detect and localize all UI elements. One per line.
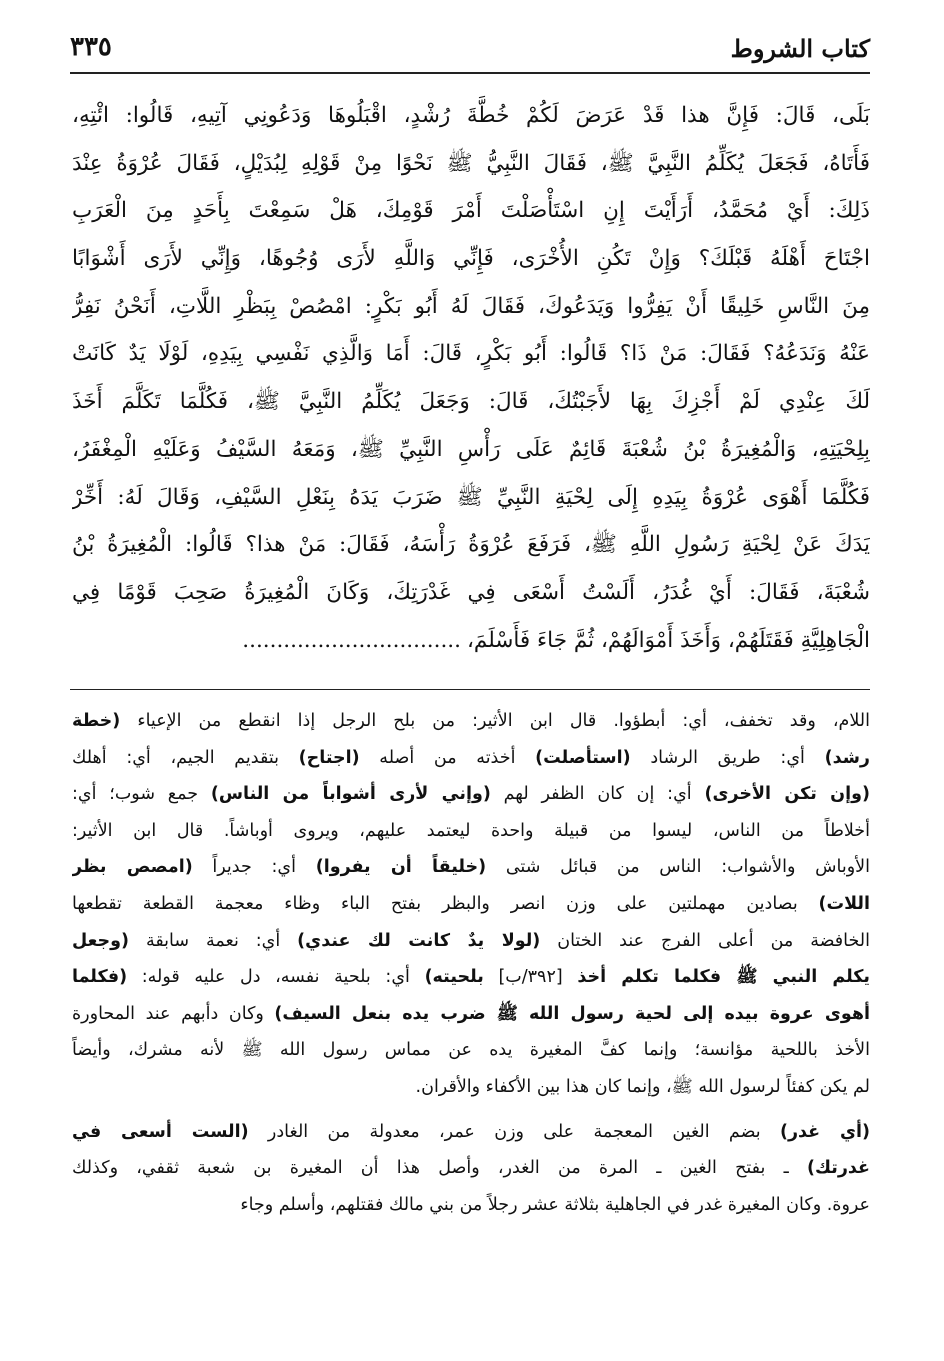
commentary-text: أي: بلحية نفسه، دل عليه قوله: <box>127 967 425 988</box>
quoted-phrase: أهوى عروة بيده إلى لحية رسول الله ﷺ ضرب يده بنعل السيف) <box>274 1003 870 1024</box>
commentary-text: أي: إن كان الظفر لهم <box>490 784 705 805</box>
commentary-text: أخذته من أصله <box>359 747 536 768</box>
commentary-text: أي: نعمة سابقة <box>129 930 298 951</box>
chapter-title: كتاب الشروط <box>730 34 870 63</box>
text-line-content: لَكَ عِنْدِي لَمْ أَجْزِكَ بِهَا لأَجَبْتُكَ، قَالَ: وَجَعَلَ يُكَلِّمُ النَّبِيَّ ﷺ، فَكُلَّمَا تَكَلَّمَ أَخَذَ <box>72 389 870 415</box>
page-header <box>70 28 870 68</box>
commentary-text: لم يكن كفئاً لرسول الله ﷺ، وإنما كان هذا بين الأكفاء والأقران. <box>415 1076 870 1097</box>
text-line-content: الْجَاهِلِيَّةِ فَقَتَلَهُمْ، وَأَخَذَ أَمْوَالَهُمْ، ثُمَّ جَاءَ فَأَسْلَمَ، <box>466 627 870 653</box>
commentary-text: الأخذ باللحية مؤانسة؛ وإنما كفَّ المغيرة يده عن مماس رسول الله ﷺ لأنه مشرك، وأيضاً <box>72 1040 870 1061</box>
text-line-content: فَكُلَّمَا أَهْوَى عُرْوَةُ بِيَدِهِ إِلَى لِحْيَةِ النَّبِيِّ ﷺ ضَرَبَ يَدَهُ بِنَعْلِ السَّيْفِ، وَقَالَ لَهُ: أَخِّرْ <box>72 484 870 510</box>
commentary-text: أي: جديراً <box>192 857 316 878</box>
commentary-text: عروة. وكان المغيرة غدر في الجاهلية بثلاثة عشر رجلاً من بني مالك فقتلهم، وأسلم وجاء <box>240 1194 870 1215</box>
quoted-phrase: بلحيته) <box>424 967 484 988</box>
quoted-phrase: (وإني لأرى أشواباً من الناس) <box>210 784 491 805</box>
footnote-line <box>72 959 870 996</box>
text-line-content: يَدَكَ عَنْ لِحْيَةِ رَسُولِ اللَّهِ ﷺ، فَرَفَعَ عُرْوَةُ رَأْسَهُ، فَقَالَ: مَنْ هذا؟ قَالُوا: الْمُغِيرَةُ بْنُ <box>72 532 870 558</box>
footnote-line <box>72 923 870 960</box>
quoted-phrase: غدرتك) <box>806 1158 870 1179</box>
quoted-phrase: (لولا يدٌ كانت لك عندي) <box>297 930 541 951</box>
text-line-content: مِنَ النَّاسِ خَلِيقًا أَنْ يَفِرُّوا وَيَدَعُوكَ، فَقَالَ لَهُ أَبُو بَكْرٍ: امْصُصْ بِبَظْرِ اللَّاتِ، أَنَحْنُ نَفِرُّ <box>72 293 870 319</box>
footnote-separator <box>70 689 870 690</box>
footnote-line <box>72 849 870 886</box>
footnote-line <box>72 1032 870 1069</box>
footnotes <box>72 703 870 1223</box>
text-line <box>72 235 870 283</box>
footnote-line <box>72 703 870 740</box>
text-line <box>72 330 870 378</box>
header-rule <box>70 72 870 74</box>
text-line-content: بَلَى، قَالَ: فَإِنَّ هذا قَدْ عَرَضَ لَكُمْ خُطَّةَ رُشْدٍ، اقْبَلُوهَا وَدَعُونِي آتِيهِ، قَالُوا: ائْتِهِ، <box>72 103 870 128</box>
text-line <box>72 92 870 140</box>
footnote-line <box>72 740 870 777</box>
commentary-text: اللام، وقد تخفف، أي: أبطؤوا. قال ابن الأثير: من بلح الرجل إذا انقطع من الإعياء <box>120 711 870 731</box>
commentary-text: ـ بفتح الغين ـ المرة من الغدر، وأصل هذا أن المغيرة بن شعبة ثقفي، وكذلك <box>72 1158 807 1179</box>
quoted-phrase: (خليقاً أن يفروا) <box>315 857 487 878</box>
text-line <box>72 521 870 569</box>
footnote-line <box>72 776 870 813</box>
quoted-phrase: (اجتاح) <box>298 747 360 768</box>
text-line-content: ذَلِكَ: أَيْ مُحَمَّدُ، أَرَأَيْتَ إِنِ اسْتَأْصَلْتَ أَمْرَ قَوْمِكَ، هَلْ سَمِعْتَ بِأَحَدٍ مِنَ الْعَرَبِ <box>72 198 870 224</box>
footnote-line <box>72 1187 870 1224</box>
footnote-line <box>72 1114 870 1151</box>
text-line-content: عَنْهُ وَنَدَعُهُ؟ فَقَالَ: مَنْ ذَا؟ قَالُوا: أَبُو بَكْرٍ، قَالَ: أَمَا وَالَّذِي نَفْسِي بِيَدِهِ، لَوْلَا يَدٌ كَانَتْ <box>72 341 870 367</box>
footnote-line <box>72 813 870 850</box>
quoted-phrase: (الست أسعى في <box>72 1121 249 1142</box>
commentary-text: أي: طريق الرشاد <box>630 747 825 768</box>
page-number: ٣٣٥ <box>70 32 112 62</box>
commentary-text: وكان دأبهم عند المحاورة <box>72 1003 275 1024</box>
quoted-phrase: (امصص بظر <box>72 857 193 878</box>
quoted-phrase: (خطة <box>72 711 121 731</box>
ellipsis-dots: ................................ <box>242 627 461 653</box>
text-line <box>72 617 870 665</box>
text-line <box>72 140 870 188</box>
footnote-line <box>72 996 870 1033</box>
text-line <box>72 187 870 235</box>
commentary-text: بصادين مهملتين على وزن انصر والبظر بفتح الباء وظاء معجمة القطعة تقطعها <box>72 893 819 914</box>
commentary-text: الأوباش والأشواب: الناس من قبائل شتى <box>486 857 870 878</box>
text-line <box>72 378 870 426</box>
footnote-line <box>72 1069 870 1106</box>
text-line <box>72 569 870 617</box>
quoted-phrase: رشد) <box>824 747 870 768</box>
text-line <box>72 474 870 522</box>
commentary-text: بضم الغين المعجمة على وزن عمر، معدولة من الغادر <box>248 1121 780 1142</box>
quoted-phrase: (وجعل <box>72 930 129 951</box>
text-line-content: فَأَتَاهُ، فَجَعَلَ يُكَلِّمُ النَّبِيَّ ﷺ، فَقَالَ النَّبِيُّ ﷺ نَحْوًا مِنْ قَوْلِهِ لِبُدَيْلٍ، فَقَالَ عُرْوَةُ عِنْدَ <box>72 150 870 176</box>
commentary-text: الخافضة من أعلى الفرج عند الختان <box>540 930 870 951</box>
quoted-phrase: يكلم النبي ﷺ فكلما تكلم أخذ <box>577 967 870 988</box>
text-line-content: شُعْبَةَ، فَقَالَ: أَيْ غُدَرُ، أَلَسْتُ أَسْعَى فِي غَدْرَتِكَ، وَكَانَ الْمُغِيرَةُ صَحِبَ قَوْمًا فِي <box>72 579 870 605</box>
quoted-phrase: (فكلما <box>72 967 128 988</box>
text-line <box>72 426 870 474</box>
main-text <box>72 92 870 664</box>
quoted-phrase: اللات) <box>818 893 870 914</box>
commentary-text: أخلاطاً من الناس، ليسوا من قبيلة واحدة ليعتمد عليهم، ويروى أوباشاً. قال ابن الأثير: <box>72 820 870 841</box>
quoted-phrase: (أي غدر) <box>779 1121 870 1142</box>
footnote-paragraph <box>72 1114 870 1224</box>
quoted-phrase: (وإن تكن الأخرى) <box>704 784 870 805</box>
commentary-text: جمع شوب؛ أي: <box>72 784 211 805</box>
footnote-line <box>72 886 870 923</box>
text-line <box>72 283 870 331</box>
footnote-line <box>72 1150 870 1187</box>
commentary-text: [٣٩٢/ب] <box>483 967 578 988</box>
commentary-text: بتقديم الجيم، أي: أهلك <box>72 747 299 768</box>
text-line-content: بِلِحْيَتِهِ، وَالْمُغِيرَةُ بْنُ شُعْبَةَ قَائِمٌ عَلَى رَأْسِ النَّبِيِّ ﷺ، وَمَعَهُ السَّيْفُ وَعَلَيْهِ الْمِغْفَرُ، <box>72 436 870 462</box>
footnote-paragraph <box>72 703 870 1106</box>
quoted-phrase: (استأصلت) <box>535 747 631 768</box>
text-line-content: اجْتَاحَ أَهْلَهُ قَبْلَكَ؟ وَإِنْ تَكُنِ الأُخْرَى، فَإِنِّي وَاللَّهِ لأَرَى وُجُوهًا، وَإِنِّي لأَرَى أَشْوَابًا <box>72 246 870 272</box>
